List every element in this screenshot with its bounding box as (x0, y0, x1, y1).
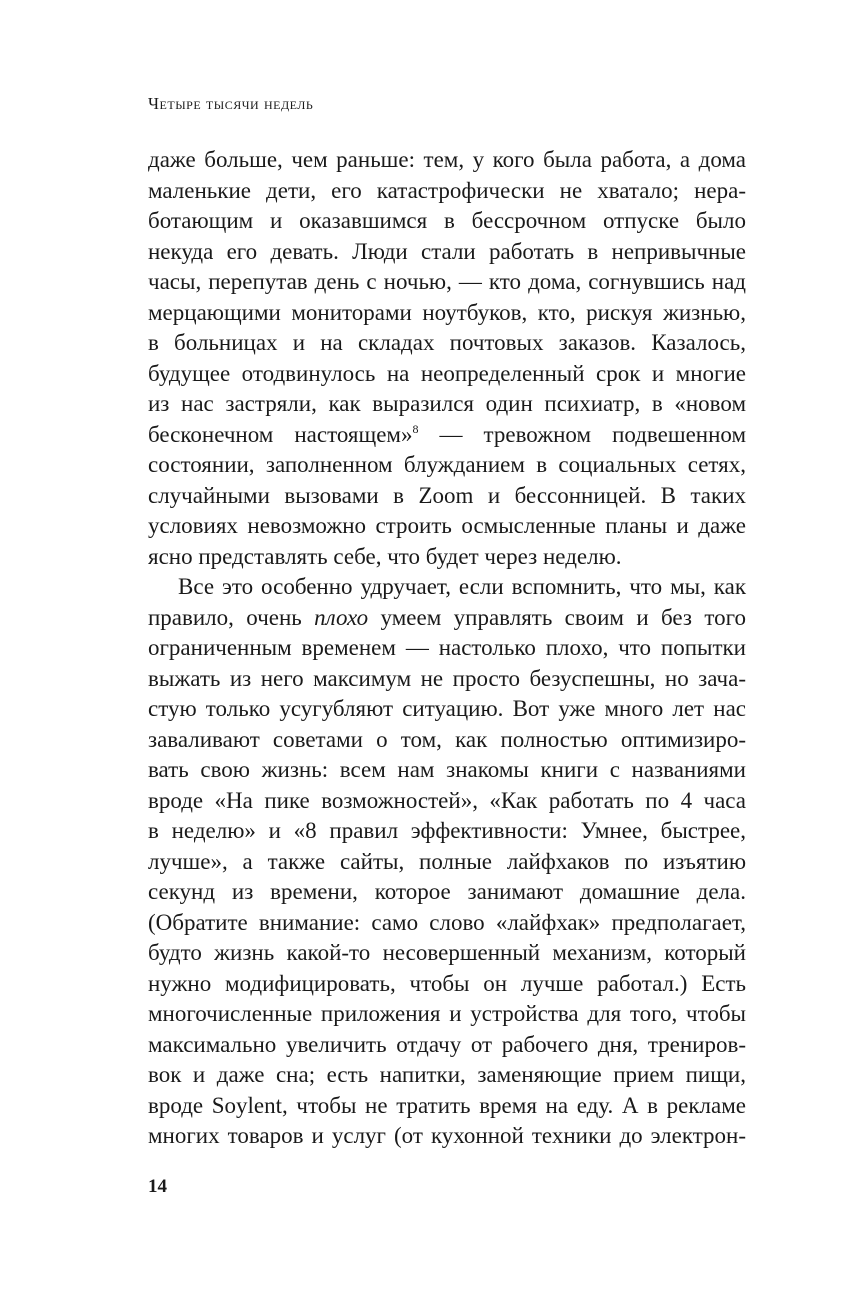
text-line: заваливают советами о том, как полностью оптимизиро- (148, 726, 746, 752)
text-line: нужно модифицировать, чтобы он лучше работал.) Есть (148, 970, 746, 996)
body-text (148, 145, 746, 1152)
text-line: даже больше, чем раньше: тем, у кого была работа, а дома (148, 147, 746, 172)
page-number: 14 (148, 1176, 167, 1197)
text-line: состоянии, заполненном блужданием в социальных сетях, (148, 452, 746, 477)
text-line: будто жизнь какой-то несовершенный механизм, который (148, 940, 746, 965)
text-segment: — тревожном подвешенном (418, 421, 747, 447)
text-line: максимально увеличить отдачу от рабочего дня, трениров- (148, 1031, 746, 1057)
text-line: некуда его девать. Люди стали работать в непривычные (148, 238, 746, 264)
text-segment: бесконечном настоящем» (148, 421, 413, 447)
text-line: ясно представлять себе, что будет через неделю. (148, 543, 622, 569)
emphasis-word: плохо (314, 604, 369, 630)
text-line: часы, перепутав день с ночью, — кто дома, согнувшись над (148, 269, 746, 294)
text-line: в больницах и на складах почтовых заказов. Казалось, (148, 330, 746, 355)
text-line: будущее отодвинулось на неопределенный срок и многие (148, 360, 746, 386)
text-line: вок и даже сна; есть напитки, заменяющие прием пищи, (148, 1062, 746, 1087)
text-line: ограниченным временем — настолько плохо, что попытки (148, 635, 746, 660)
text-line: многочисленные приложения и устройства для того, чтобы (148, 1001, 746, 1026)
text-line: лучше», а также сайты, полные лайфхаков по изъятию (148, 848, 746, 874)
footnote-reference[interactable]: 8 (412, 421, 419, 436)
text-line-with-footnote (148, 420, 746, 451)
text-line: вроде «На пике возможностей», «Как работать по 4 часа (148, 787, 746, 813)
text-line: выжать из него максимум не просто безуспешны, но зача- (148, 665, 746, 691)
text-line: (Обратите внимание: само слово «лайфхак» предполагает, (148, 909, 746, 935)
text-line: стую только усугубляют ситуацию. Вот уже много лет нас (148, 696, 746, 721)
running-head-title: Четыре тысячи недель (148, 94, 314, 113)
text-line: вать свою жизнь: всем нам знакомы книги с названиями (148, 757, 746, 782)
text-line: вроде Soylent, чтобы не тратить время на еду. А в рекламе (148, 1092, 746, 1118)
text-line: в неделю» и «8 правил эффективности: Умнее, быстрее, (148, 818, 746, 843)
text-line: секунд из времени, которое занимают домашние дела. (148, 879, 746, 904)
text-line: многих товаров и услуг (от кухонной техники до электрон- (148, 1123, 746, 1148)
text-line: случайными вызовами в Zoom и бессонницей. В таких (148, 482, 746, 508)
text-line: из нас застряли, как выразился один психиатр, в «новом (148, 391, 746, 416)
text-line: ботающим и оказавшимся в бессрочном отпуске было (148, 208, 746, 233)
text-line-with-emphasis (148, 603, 746, 634)
paragraph-first-line: Все это особенно удручает, если вспомнить, что мы, как (178, 574, 746, 599)
text-line: условиях невозможно строить осмысленные планы и даже (148, 513, 746, 538)
text-segment: правило, очень (148, 604, 315, 630)
text-line: маленькие дети, его катастрофически не хватало; нера- (148, 177, 746, 203)
text-segment: умеем управлять своим и без того (368, 604, 746, 630)
text-line: мерцающими мониторами ноутбуков, кто, рискуя жизнью, (148, 299, 746, 325)
